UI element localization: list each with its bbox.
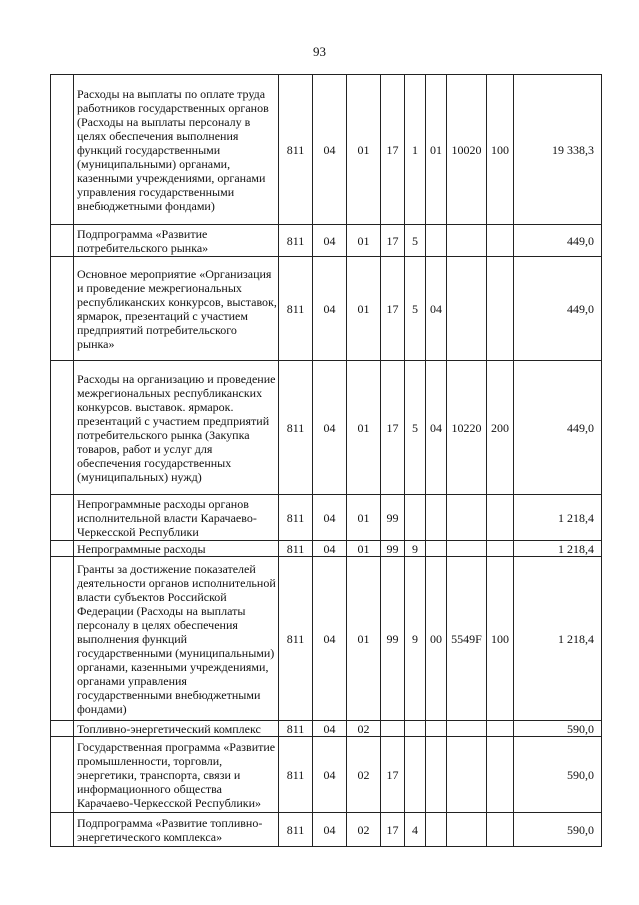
subsection-code-cell: 01	[347, 557, 381, 721]
expense-type-cell	[487, 737, 514, 813]
ved-code-cell: 811	[279, 225, 313, 257]
expense-type-cell	[487, 541, 514, 557]
table-row	[51, 813, 602, 847]
section-code-cell: 04	[313, 737, 347, 813]
blank-cell	[51, 813, 74, 847]
blank-cell	[51, 737, 74, 813]
table-row	[51, 541, 602, 557]
table-row	[51, 495, 602, 541]
description-cell: Государственная программа «Развитие промышленности, торговли, энергетики, транспорта, связи и информационного общества Карачаево-Черкесской Республики»	[74, 737, 279, 813]
blank-cell	[51, 557, 74, 721]
amount-cell: 590,0	[514, 721, 602, 737]
blank-cell	[51, 75, 74, 225]
amount-cell: 19 338,3	[514, 75, 602, 225]
blank-cell	[51, 495, 74, 541]
ved-code-cell: 811	[279, 721, 313, 737]
direction-code-cell: 5549F	[447, 557, 487, 721]
section-code-cell: 04	[313, 75, 347, 225]
amount-cell: 449,0	[514, 225, 602, 257]
event-code-cell	[426, 495, 447, 541]
section-code-cell: 04	[313, 225, 347, 257]
program-code-cell: 17	[381, 813, 405, 847]
budget-table	[50, 74, 602, 847]
section-code-cell: 04	[313, 557, 347, 721]
ved-code-cell: 811	[279, 737, 313, 813]
blank-cell	[51, 361, 74, 495]
direction-code-cell	[447, 541, 487, 557]
section-code-cell: 04	[313, 541, 347, 557]
blank-cell	[51, 257, 74, 361]
subprogram-code-cell: 9	[405, 557, 426, 721]
amount-cell: 590,0	[514, 737, 602, 813]
direction-code-cell: 10020	[447, 75, 487, 225]
expense-type-cell	[487, 721, 514, 737]
subsection-code-cell: 02	[347, 721, 381, 737]
direction-code-cell	[447, 225, 487, 257]
table-row	[51, 557, 602, 721]
section-code-cell: 04	[313, 361, 347, 495]
subsection-code-cell: 02	[347, 813, 381, 847]
blank-cell	[51, 721, 74, 737]
ved-code-cell: 811	[279, 75, 313, 225]
subsection-code-cell: 01	[347, 257, 381, 361]
ved-code-cell: 811	[279, 495, 313, 541]
event-code-cell	[426, 721, 447, 737]
subprogram-code-cell: 9	[405, 541, 426, 557]
expense-type-cell	[487, 813, 514, 847]
description-cell: Топливно-энергетический комплекс	[74, 721, 279, 737]
description-cell: Расходы на организацию и проведение межрегиональных республиканских конкурсов. выставок. ярмарок. презентаций с участием предприятий потребительского рынка (Закупка товаров, работ и услуг для обеспечения государственных (муниципальных) нужд)	[74, 361, 279, 495]
subprogram-code-cell	[405, 495, 426, 541]
table-row	[51, 737, 602, 813]
subsection-code-cell: 01	[347, 225, 381, 257]
subprogram-code-cell: 5	[405, 257, 426, 361]
table-row	[51, 721, 602, 737]
event-code-cell: 00	[426, 557, 447, 721]
amount-cell: 1 218,4	[514, 495, 602, 541]
direction-code-cell	[447, 737, 487, 813]
description-cell: Гранты за достижение показателей деятельности органов исполнительной власти субъектов Российской Федерации (Расходы на выплаты персоналу в целях обеспечения выполнения функций государственными (муниципальными) органами, казенными учреждениями, органами управления государственными внебюджетными фондами)	[74, 557, 279, 721]
expense-type-cell	[487, 225, 514, 257]
event-code-cell	[426, 737, 447, 813]
subprogram-code-cell: 5	[405, 361, 426, 495]
program-code-cell: 99	[381, 541, 405, 557]
description-cell: Основное мероприятие «Организация и проведение межрегиональных республиканских конкурсов, выставок, ярмарок, презентаций с участием предприятий потребительского рынка»	[74, 257, 279, 361]
ved-code-cell: 811	[279, 813, 313, 847]
program-code-cell	[381, 721, 405, 737]
subprogram-code-cell: 5	[405, 225, 426, 257]
expense-type-cell: 100	[487, 557, 514, 721]
subsection-code-cell: 01	[347, 361, 381, 495]
description-cell: Подпрограмма «Развитие потребительского рынка»	[74, 225, 279, 257]
subsection-code-cell: 01	[347, 75, 381, 225]
subsection-code-cell: 01	[347, 495, 381, 541]
table-row	[51, 225, 602, 257]
amount-cell: 590,0	[514, 813, 602, 847]
event-code-cell	[426, 541, 447, 557]
program-code-cell: 17	[381, 737, 405, 813]
ved-code-cell: 811	[279, 557, 313, 721]
direction-code-cell	[447, 721, 487, 737]
table-row	[51, 361, 602, 495]
direction-code-cell	[447, 813, 487, 847]
section-code-cell: 04	[313, 721, 347, 737]
program-code-cell: 17	[381, 361, 405, 495]
program-code-cell: 99	[381, 557, 405, 721]
amount-cell: 1 218,4	[514, 557, 602, 721]
event-code-cell: 01	[426, 75, 447, 225]
program-code-cell: 17	[381, 225, 405, 257]
program-code-cell: 17	[381, 75, 405, 225]
event-code-cell	[426, 225, 447, 257]
ved-code-cell: 811	[279, 541, 313, 557]
description-cell: Непрограммные расходы	[74, 541, 279, 557]
blank-cell	[51, 225, 74, 257]
expense-type-cell: 100	[487, 75, 514, 225]
direction-code-cell: 10220	[447, 361, 487, 495]
subprogram-code-cell	[405, 737, 426, 813]
section-code-cell: 04	[313, 257, 347, 361]
subsection-code-cell: 02	[347, 737, 381, 813]
amount-cell: 449,0	[514, 257, 602, 361]
direction-code-cell	[447, 495, 487, 541]
event-code-cell: 04	[426, 361, 447, 495]
event-code-cell: 04	[426, 257, 447, 361]
subprogram-code-cell: 1	[405, 75, 426, 225]
ved-code-cell: 811	[279, 257, 313, 361]
ved-code-cell: 811	[279, 361, 313, 495]
event-code-cell	[426, 813, 447, 847]
description-cell: Подпрограмма «Развитие топливно-энергетического комплекса»	[74, 813, 279, 847]
expense-type-cell	[487, 495, 514, 541]
subsection-code-cell: 01	[347, 541, 381, 557]
program-code-cell: 99	[381, 495, 405, 541]
description-cell: Расходы на выплаты по оплате труда работников государственных органов (Расходы на выплаты персоналу в целях обеспечения выполнения функций государственными (муниципальными) органами, казенными учреждениями, органами управления государственными внебюджетными фондами)	[74, 75, 279, 225]
table-row	[51, 75, 602, 225]
direction-code-cell	[447, 257, 487, 361]
subprogram-code-cell	[405, 721, 426, 737]
table-row	[51, 257, 602, 361]
blank-cell	[51, 541, 74, 557]
program-code-cell: 17	[381, 257, 405, 361]
section-code-cell: 04	[313, 495, 347, 541]
expense-type-cell: 200	[487, 361, 514, 495]
expense-type-cell	[487, 257, 514, 361]
page-number: 93	[313, 44, 326, 59]
subprogram-code-cell: 4	[405, 813, 426, 847]
section-code-cell: 04	[313, 813, 347, 847]
amount-cell: 449,0	[514, 361, 602, 495]
description-cell: Непрограммные расходы органов исполнительной власти Карачаево-Черкесской Республики	[74, 495, 279, 541]
amount-cell: 1 218,4	[514, 541, 602, 557]
